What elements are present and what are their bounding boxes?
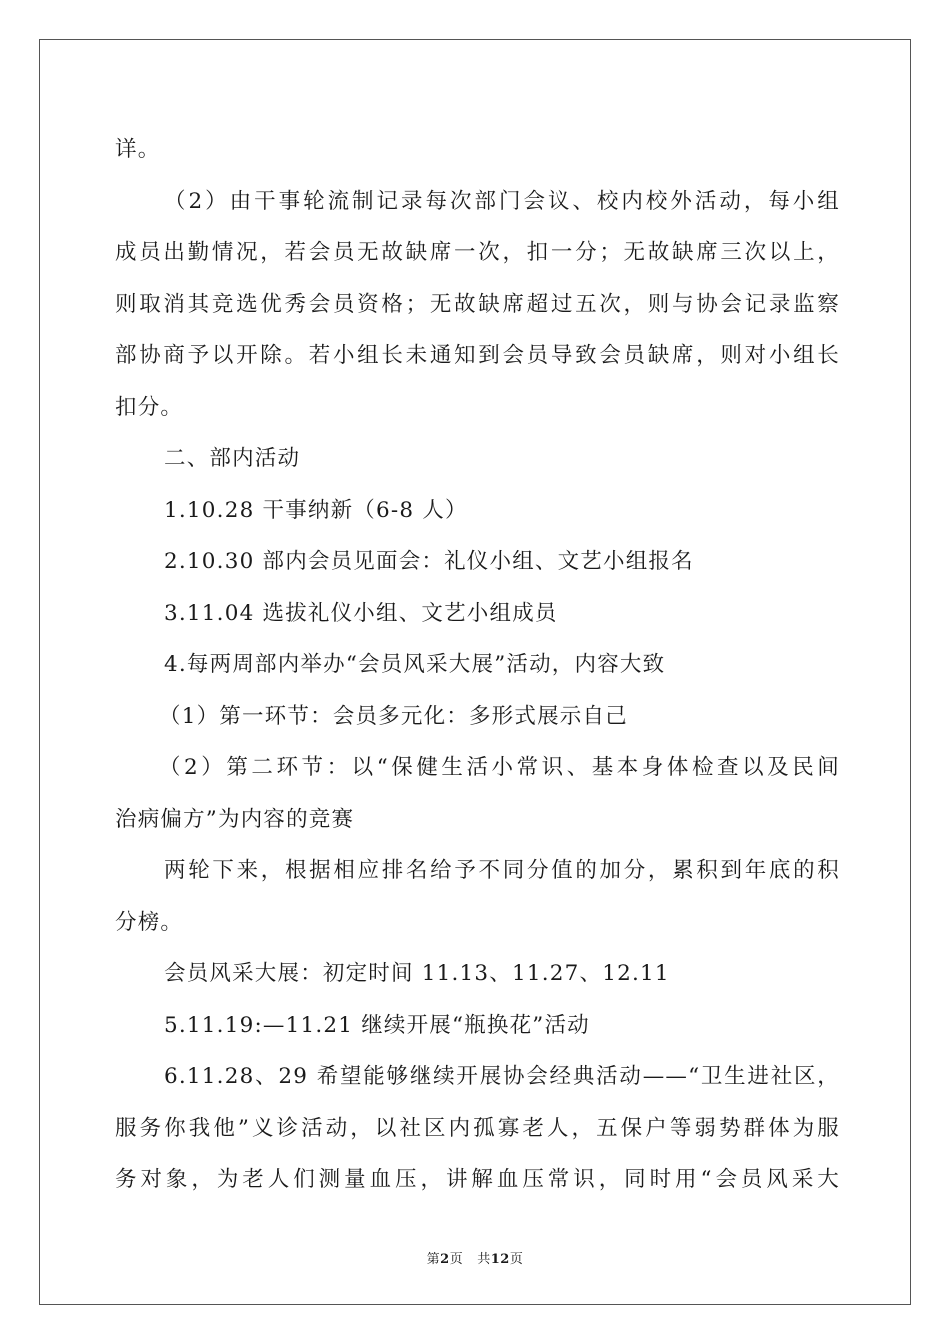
total-prefix: 共 <box>477 1252 491 1267</box>
text-line: 分榜。 <box>115 909 184 935</box>
text-line: 会员风采大展：初定时间 11.13、11.27、12.11 <box>164 961 670 986</box>
text-line: 则取消其竞选优秀会员资格；无故缺席超过五次，则与协会记录监察 <box>115 291 840 317</box>
page-prefix: 第 <box>426 1252 441 1267</box>
text-line: 成员出勤情况，若会员无故缺席一次，扣一分；无故缺席三次以上， <box>115 240 840 265</box>
section-heading: 二、部内活动 <box>164 446 301 471</box>
list-item: 6.11.28、29 希望能够继续开展协会经典活动——“卫生进社区， <box>164 1064 840 1089</box>
page-total: 12 <box>490 1252 510 1267</box>
text-line: 两轮下来，根据相应排名给予不同分值的加分，累积到年底的积 <box>164 858 840 883</box>
text-line: 部协商予以开除。若小组长未通知到会员导致会员缺席，则对小组长 <box>115 343 840 368</box>
text-line: （2）由干事轮流制记录每次部门会议、校内校外活动，每小组 <box>164 188 840 214</box>
list-item: 4.每两周部内举办“会员风采大展”活动，内容大致 <box>164 652 666 677</box>
list-item: （2）第二环节：以“保健生活小常识、基本身体检查以及民间 <box>159 755 840 780</box>
page-unit: 页 <box>449 1252 464 1267</box>
text-line: 服务你我他”义诊活动，以社区内孤寡老人，五保户等弱势群体为服 <box>115 1115 840 1141</box>
list-item: （1）第一环节：会员多元化：多形式展示自己 <box>159 703 628 729</box>
text-line: 扣分。 <box>115 394 184 420</box>
page-current: 2 <box>440 1252 450 1267</box>
text-line: 详。 <box>115 137 161 162</box>
total-unit: 页 <box>509 1252 524 1267</box>
document-body <box>115 124 840 1206</box>
list-item: 5.11.19:—11.21 继续开展“瓶换花”活动 <box>164 1012 590 1038</box>
text-line: 务对象，为老人们测量血压，讲解血压常识，同时用“会员风采大 <box>115 1167 840 1192</box>
page-footer <box>0 1248 950 1267</box>
text-line: 治病偏方”为内容的竞赛 <box>115 806 355 832</box>
list-item: 2.10.30 部内会员见面会：礼仪小组、文艺小组报名 <box>164 549 694 574</box>
list-item: 3.11.04 选拔礼仪小组、文艺小组成员 <box>164 600 558 626</box>
list-item: 1.10.28 干事纳新（6-8 人） <box>164 497 468 523</box>
